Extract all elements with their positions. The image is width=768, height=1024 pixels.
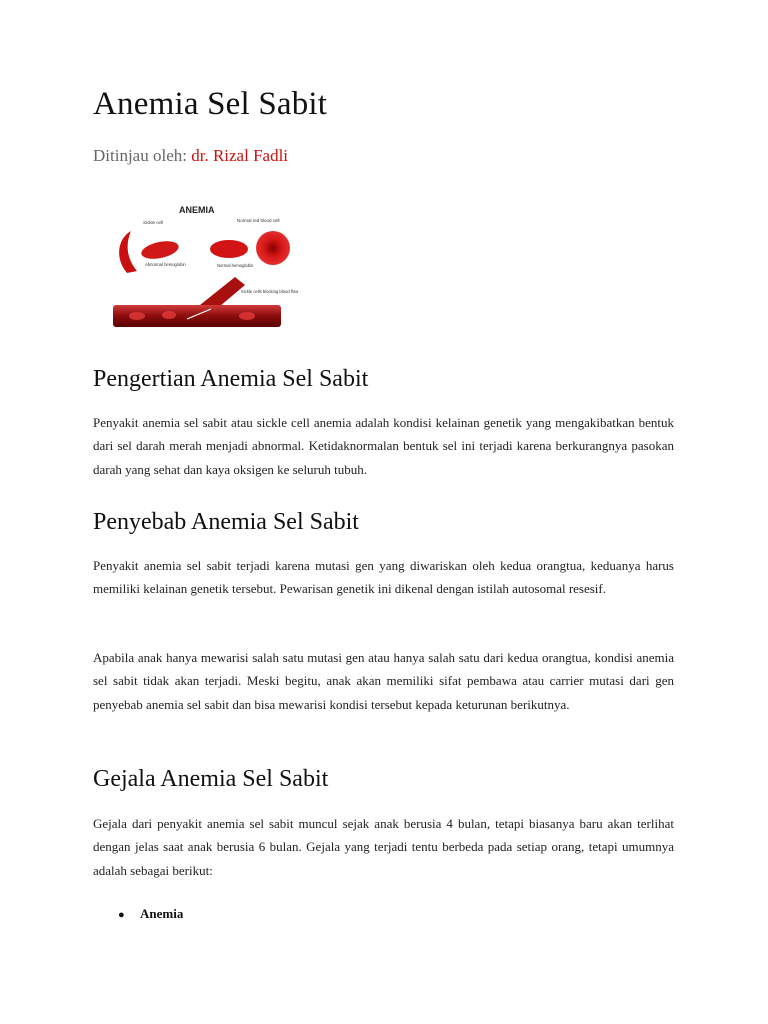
reviewer-prefix: Ditinjau oleh: bbox=[93, 146, 192, 165]
reviewer-line bbox=[93, 146, 288, 166]
paragraph-penyebab-1: Penyakit anemia sel sabit terjadi karena mutasi gen yang diwariskan oleh kedua orangtua, keduanya harus memiliki kelainan genetik tersebut. Pewarisan genetik ini dikenal dengan istilah autosomal resesif. bbox=[93, 558, 674, 597]
sickle-cell-side bbox=[140, 238, 180, 262]
section-heading-gejala: Gejala Anemia Sel Sabit bbox=[93, 766, 329, 792]
abnormal-hb-label: Abnormal hemoglobin bbox=[145, 262, 186, 267]
blocking-label: Sickle cells blocking blood flow bbox=[241, 289, 299, 294]
paragraph-gejala: Gejala dari penyakit anemia sel sabit muncul sejak anak berusia 4 bulan, tetapi biasanya baru akan terlihat dengan jelas saat anak berusia 6 bulan. Gejala yang terjadi tentu berbeda pada setiap orang, tetapi umumnya adalah sebagai berikut: bbox=[93, 816, 674, 878]
section-heading-penyebab: Penyebab Anemia Sel Sabit bbox=[93, 509, 359, 535]
normal-label: Normal red blood cell bbox=[237, 218, 280, 223]
bullet-icon: ● bbox=[118, 909, 125, 921]
sickle-label: Sickle cell bbox=[143, 220, 164, 225]
paragraph-pengertian: Penyakit anemia sel sabit atau sickle cell anemia adalah kondisi kelainan genetik yang mengakibatkan bentuk dari sel darah merah menjadi abnormal. Ketidaknormalan bentuk sel ini terjadi karena berkurangnya pasokan darah yang sehat dan kaya oksigen ke seluruh tubuh. bbox=[93, 415, 674, 477]
section-heading-pengertian: Pengertian Anemia Sel Sabit bbox=[93, 366, 369, 392]
sickle-cell-shape bbox=[119, 231, 137, 273]
bullet-text: Anemia bbox=[140, 906, 184, 921]
anemia-illustration bbox=[107, 193, 315, 333]
normal-hb-label: Normal hemoglobin bbox=[217, 263, 254, 268]
page-title: Anemia Sel Sabit bbox=[93, 86, 328, 122]
list-item bbox=[118, 906, 183, 922]
reviewer-name: dr. Rizal Fadli bbox=[191, 146, 289, 165]
normal-cell-side bbox=[210, 240, 248, 258]
normal-cell-face bbox=[256, 231, 290, 265]
paragraph-penyebab-2: Apabila anak hanya mewarisi salah satu mutasi gen atau hanya salah satu dari kedua orangtua, kondisi anemia sel sabit tidak akan terjadi. Meski begitu, anak akan memiliki sifat pembawa atau carrier mutasi dari gen penyebab anemia sel sabit dan bisa mewarisi kondisi tersebut kepada keturunan berikutnya. bbox=[93, 650, 674, 712]
figure-heading: ANEMIA bbox=[179, 205, 215, 215]
